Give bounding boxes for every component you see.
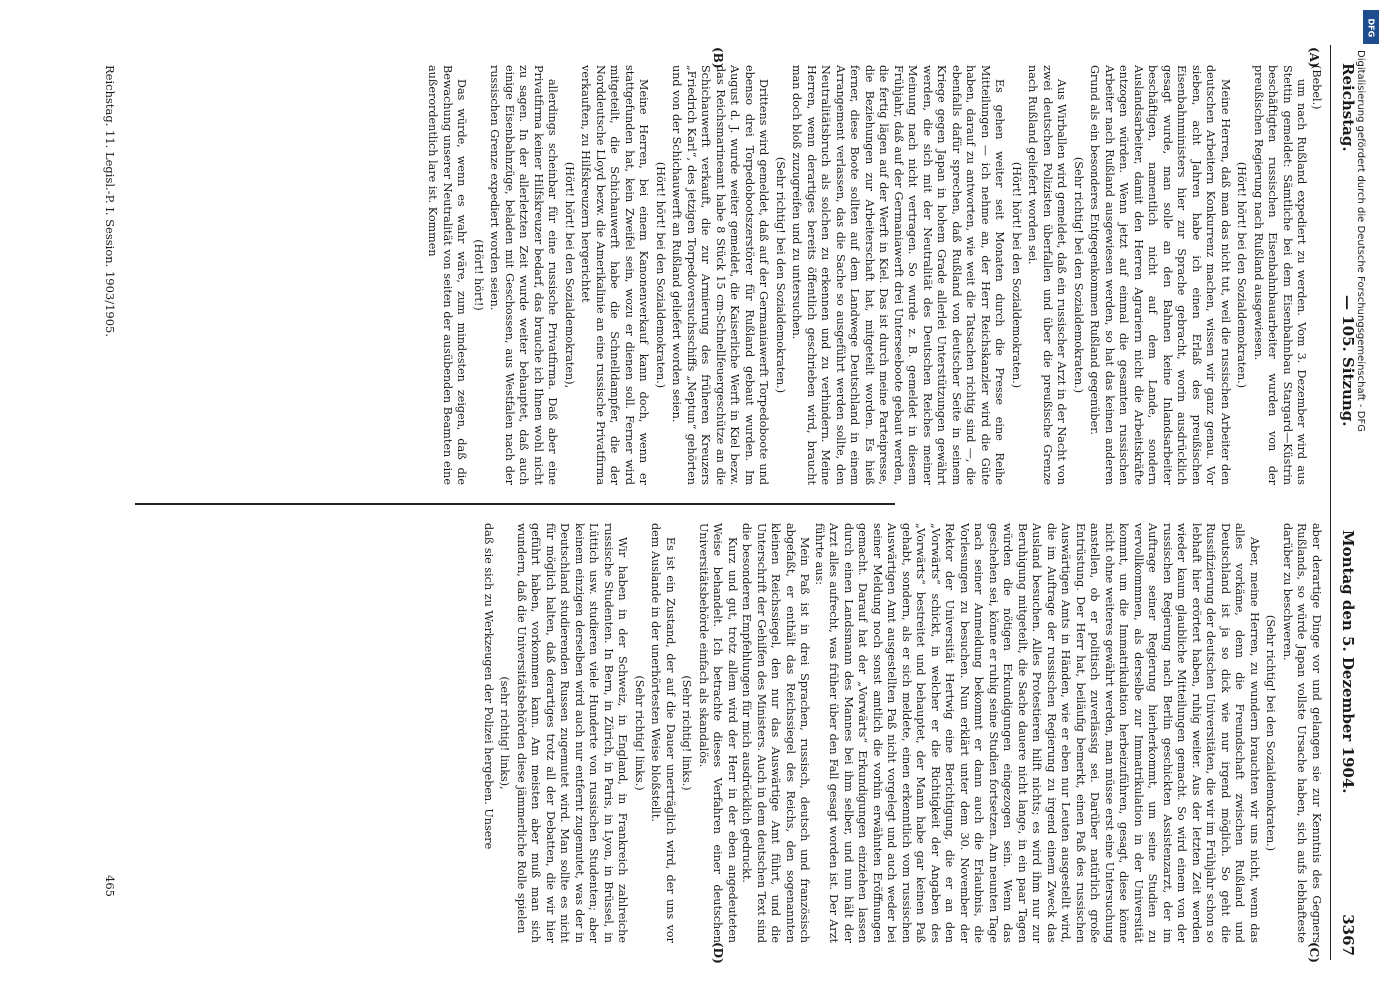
quotation: Mein Paß ist in drei Sprachen, russisch, deutsch und französisch abgefaßt, er enthält das Reichssiegel des Reichs, den sogenannten kleinen Reichssiegel, den nur das Auswärtige Amt führt, und die Unterschrift der Gehilfen des Ministers. Auch in dem deutschen Text sind die besonderen Empfehlungen für mich ausdrücklich gedruckt.	[740, 523, 812, 943]
interjection: (Hört! hört! bei den Sozialdemokraten.)	[654, 161, 667, 389]
paragraph: Kurz und gut, trotz allem wird der Herr in der eben angedeuteten Weise behandelt. Ich betrachte dieses Verfahren einer deutschen Universitätsbehörde einfach als skandalös.	[697, 523, 739, 943]
paragraph: Es gehen weiter seit Monaten durch die Presse eine Reihe Mitteilungen — ich nehme an, der Herr Reichskanzler wird die Güte haben, darauf zu antworten, wie weit die Tatsachen richtig sind —, die ebenfalls dafür sprechen, daß Rußland von deutscher Seite in seinem Kriege gegen Japan in hohem Grade allerlei Unterstützungen gewährt werden, die sich mit der Neutralität des Deutschen Reiches meiner Meinung nach nicht vertragen. So wurde z. B. gemeldet in diesem Frühjahr, daß auf der Germaniawerft drei Unterseeboote gebaut werden, die fertig lägen auf der Werft in Kiel. Das ist durch meine Parteipresse, die Beziehungen zur Arbeiterschaft hat, mitgeteilt worden. Es hieß ferner, diese Boote sollten auf dem Landwege Deutschland in einem Arrangement verlassen, das die Sache so ausgeführt werden sollte, den Neutralitätsbruch als solchen zu erkennen und zu verhindern. Meine Herren, wenn derartiges bereits öffentlich geschrieben wird, braucht man doch bloß zuzugreifen und zu untersuchen.	[790, 65, 1007, 485]
header-page-number: 3367	[1339, 914, 1357, 956]
rotated-document-page	[75, 45, 1365, 964]
interjection: (Hört! hört!)	[472, 239, 485, 311]
interjection: (Sehr richtig! bei den Sozialdemokraten.)	[774, 156, 787, 394]
paragraph: Meine Herren, bei einem Kanonenverkauf kann doch, wenn er stattgefunden hat, kein Zweifel sein, wozu er dienen soll. Ferner wird mitgeteilt, die Schichauwerft habe die Schnelldampfer, die der Norddeutsche Lloyd bezw. die Amerikalinie an eine russische Privatfirma verkauften, zu Hilfskreuzern hergerichtet	[579, 65, 651, 485]
paragraph: Es ist ein Zustand, der auf die Dauer unerträglich wird, der uns vor dem Auslande in der unerhörtesten Weise bloßstellt.	[649, 523, 677, 943]
dfg-logo	[1363, 10, 1379, 44]
speaker-label: (Bebel.)	[1310, 65, 1323, 110]
column-divider	[135, 503, 895, 505]
paragraph: Wir haben in der Schweiz, in England, in Frankreich zahlreiche russische Studenten. In Bern, in Zürich, in Paris, in Lyon, in Brüssel, in Lüttich usw. studieren viele Hunderte von russischen Studenten; aber keinem einzigen derselben wird auch nur entfernt zugemutet, was der in Deutschland studierenden Russen zugemutet wird. Man sollte es nicht für möglich halten, daß derartiges trotz all der Debatten, die wir hier geführt haben, vorkommen kann. Am meisten aber muß man sich wundern, daß die Universitätsbehörden diese jämmerliche Rolle spielen	[515, 523, 630, 943]
right-text-column	[128, 523, 1323, 943]
interjection: (Hört! hört! bei den Sozialdemokraten.)	[1010, 161, 1023, 389]
interjection: (Sehr richtig! links.)	[633, 675, 646, 791]
paragraph: Drittens wird gemeldet, daß auf der Germaniawerft Torpedoboote und ebenso drei Torpedobootszerstörer für Rußland gebaut wurden. Im August d. J. wurde weiter gemeldet, die Kaiserliche Werft in Kiel bezw. das Reichsmarineamt habe 8 Stück 15 cm-Schnellfeuergeschütze an die Schichauwerft verkauft, die zur Armierung des früheren Kreuzers „Friedrich Karl“, des jetzigen Torpedoversuchsschiffs „Neptun“ gehörten und von der Schichauwerft an Rußland geliefert worden seien.	[670, 65, 771, 485]
paragraph: Aber, meine Herren, zu wundern brauchten wir uns nicht, wenn das alles vorkäme, denn die Freundschaft zwischen Rußland und Deutschland ist ja so dick wie nur irgend möglich. So geht die Russifizierung der deutschen Universitäten, die wir im Frühjahr schon so lebhaft hier erörtert haben, ruhig weiter. Aus der letzten Zeit werden wieder kaum glaubliche Mitteilungen gemacht. So wird einem von der russischen Regierung nach Berlin geschickten Assistenzarzt, der im Auftrage seiner Regierung hierherkommt, um seine Studien zu vervollkommnen, als derselbe zur Immatrikulation in der Universität kommt, um die Immatrikulation herbeizuführen, gesagt, diese könne nicht ohne weiteres gewährt werden, man müsse erst eine Untersuchung anstellen, ob er politisch zuverlässig sei. Darüber natürlich große Entrüstung. Der Herr hat, beiläufig bemerkt, einen Paß des russischen Auswärtigen Amts in Händen, wie er eben nur Leuten ausgestellt wird, die im Auftrage der russischen Regierung zu irgend einem Zweck das Ausland besuchen. Alles Protestieren hilft nichts; es wird ihm nur zur Beruhigung mitgeteilt, die Sache dauere nicht lange, in ein paar Tagen würden die nötigen Erkundigungen eingezogen sein. Wenn das geschehen sei, könne er ruhig seine Studien fortsetzen. Am neunten Tage nach seiner Anmeldung bekommt er dann auch die Erlaubnis, die Vorlesungen zu besuchen. Nun erklärt unter dem 30. November der Rektor der Universität Hertwig eine Berichtigung, die er an den „Vorwärts“ schickt, in welcher er die Richtigkeit der Angaben des „Vorwärts“ bestreitet und behauptet, der Mann habe gar keinen Paß gehabt, sondern, als er sich meldete, einen erkenntlich vom russischen Auswärtigen Amt ausgestellten Paß nicht vorgelegt und auch weder bei seiner Meldung noch sonst amtlich die vorhin erwähnten Eröffnungen gemacht. Darauf hat der „Vorwärts“ Erkundigungen einziehen lassen durch einen Landsmann des Mannes bei ihm selber, und nun hält der Arzt alles aufrecht, was früher über den Fall gesagt worden ist. Der Arzt führte aus:	[813, 523, 1261, 943]
header-date: Montag den 5. Dezember 1904.	[1339, 530, 1357, 794]
paragraph: Aus Wirballen wird gemeldet, daß ein russischer Arzt in der Nacht von zwei deutschen Polizisten überfallen und über die preußische Grenze nach Rußland geliefert worden sei.	[1026, 65, 1069, 485]
margin-marker-b: (B)	[711, 47, 725, 69]
paragraph: Das würde, wenn es wahr wäre, zum mindesten zeigen, daß die Bewachung unserer Neutralität von seiten der ausübenden Beamten eine außerordentlich lare ist. Kommen	[426, 65, 469, 485]
paragraph: aber derartige Dinge vor und gelangen sie zur Kenntnis des Gegners Rußlands, so würde Japan vollste Ursache haben, sich aufs lebhafteste darüber zu beschweren.	[1281, 523, 1323, 943]
interjection: (Sehr richtig! bei den Sozialdemokraten.)	[1072, 156, 1085, 394]
paragraph: daß sie sich zu Werkzeugen der Polizei hergeben. Unsere	[482, 523, 495, 850]
margin-marker-c: (C)	[1307, 942, 1321, 963]
interjection: (sehr richtig! links),	[498, 676, 512, 790]
paragraph: allerdings scheinbar für eine russische Privatfirma. Daß aber eine Privatfirma keiner Hilfskreuzer bedarf, das brauche ich Ihnen wohl nicht zu sagen. In der allerletzten Zeit wurde weiter behauptet, daß auch einige Eisenbahnzüge, beladen mit Geschossen, aus Westfalen nach der russischen Grenze expediert worden seien.	[488, 65, 560, 485]
interjection: (Sehr richtig! bei den Sozialdemokraten.)	[1264, 614, 1278, 852]
interjection: (Hört! hört! bei den Sozialdemokraten.)	[1235, 161, 1249, 389]
left-text-column	[128, 65, 1323, 485]
dfg-credit-text: Digitalisierung gefördert durch die Deutsche Forschungsgemeinschaft - DFG	[1355, 50, 1366, 433]
dfg-logo-text: DFG	[1366, 18, 1376, 38]
paragraph: um nach Rußland expediert zu werden. Vom 3. Dezember wird aus Stettin gemeldet: Sämtliche bei dem Eisenbahnbau Stargard—Küstrin beschäftigten russischen Eisenbahnbauarbeiter wurden von der preußischen Regierung nach Rußland ausgewiesen.	[1252, 65, 1309, 485]
paragraph: Meine Herren, daß man das nicht tut, weil die russischen Arbeiter den deutschen Arbeitern Konkurrenz machen, wissen wir ganz genau. Vor sieben, acht Jahren habe ich einen Erlaß des preußischen Eisenbahnministers hier zur Sprache gebracht, worin ausdrücklich gesagt wurde, man solle an den Bahnen keine Inlandsarbeiter beschäftigen, namentlich nicht auf dem Lande, sondern Auslandsarbeiter, damit den Herren Agrariern nicht die Arbeitskräfte entzogen würden. Wenn jetzt auf einmal die gesamten russischen Arbeiter nach Rußland ausgewiesen werden, so hat das keinen anderen Grund als ein besonderes Entgegenkommen Rußland gegenüber.	[1088, 65, 1232, 485]
margin-marker-a: (A)	[1307, 47, 1321, 68]
interjection: (Sehr richtig! links.)	[680, 675, 694, 791]
margin-marker-d: (D)	[711, 942, 725, 964]
footer-session-info: Reichstag. 11. Legisl.-P. I. Session. 1903/1905.	[103, 65, 117, 338]
footer-sheet-number: 465	[103, 875, 117, 897]
interjection: (Hört! hört! bei den Sozialdemokraten),	[563, 161, 576, 389]
header-reichstag: Reichstag.	[1339, 63, 1357, 152]
header-session: — 105. Sitzung.	[1339, 295, 1357, 427]
